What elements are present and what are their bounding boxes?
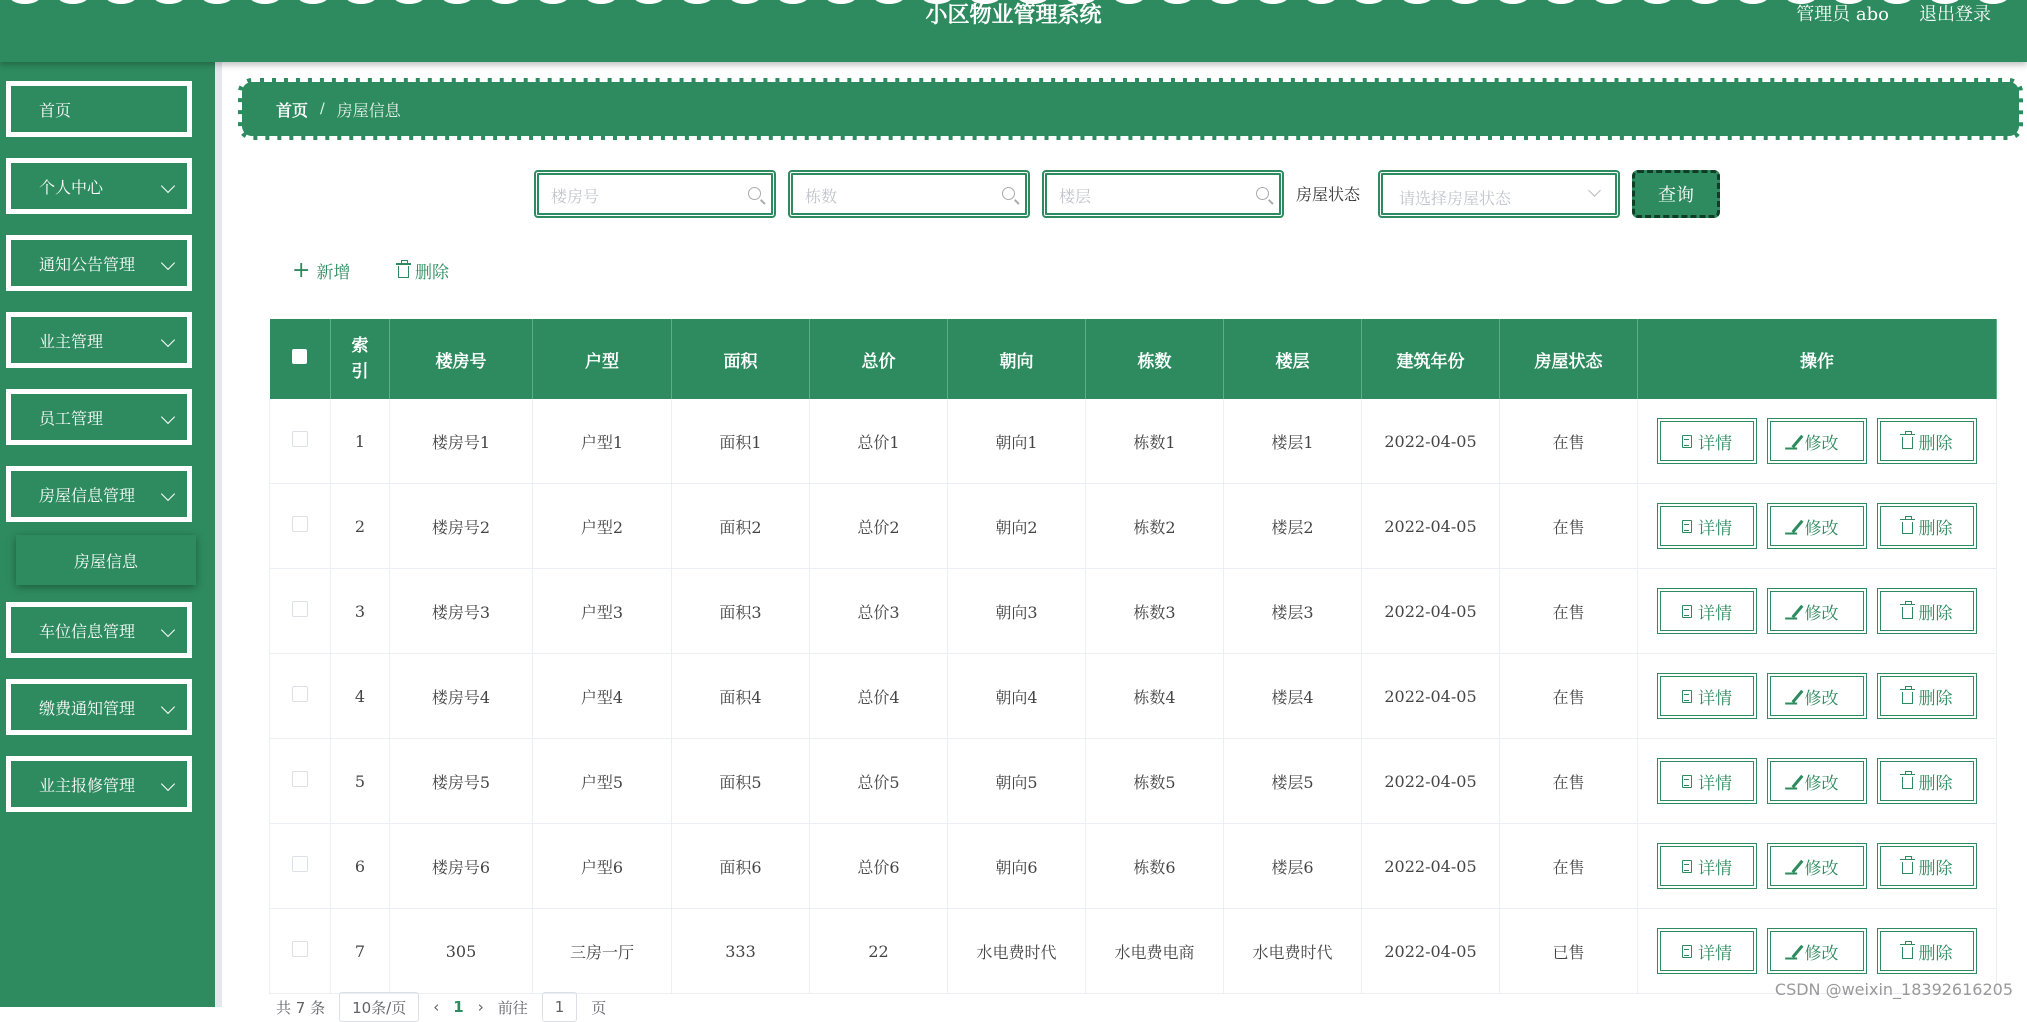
document-icon (1682, 860, 1692, 873)
detail-button[interactable] (1657, 843, 1757, 889)
delete-button-label: 删除 (1918, 858, 1953, 879)
edit-button[interactable] (1767, 673, 1867, 719)
table-cell: 2022-04-05 (1362, 909, 1500, 994)
chevron-down-icon (161, 487, 175, 501)
document-icon (1682, 435, 1692, 448)
document-icon (1682, 520, 1692, 533)
batch-delete-button[interactable] (398, 258, 449, 283)
delete-button-label: 删除 (1918, 773, 1953, 794)
detail-button-label: 详情 (1698, 943, 1732, 964)
row-checkbox[interactable] (292, 516, 308, 532)
table-cell: 面积6 (672, 824, 810, 909)
submenu-item-house-info[interactable]: 房屋信息 (16, 535, 196, 585)
table-cell: 2022-04-05 (1362, 654, 1500, 739)
table-cell: 在售 (1500, 484, 1638, 569)
edit-button-label: 修改 (1804, 433, 1839, 454)
table-cell: 楼房号3 (390, 569, 533, 654)
edit-button-label: 修改 (1804, 603, 1839, 624)
document-icon (1682, 775, 1692, 788)
edit-button[interactable] (1767, 588, 1867, 634)
detail-button-label: 详情 (1698, 773, 1732, 794)
table-row (270, 484, 1997, 569)
row-checkbox[interactable] (292, 431, 308, 447)
breadcrumb-current: 房屋信息 (336, 100, 401, 120)
delete-button[interactable] (1877, 418, 1977, 464)
trash-icon (1902, 437, 1913, 449)
table-cell: 朝向2 (948, 484, 1086, 569)
table-cell: 1 (331, 399, 390, 484)
table-cell: 楼房号1 (390, 399, 533, 484)
sidebar-item-2[interactable] (6, 235, 192, 291)
table-cell: 22 (810, 909, 948, 994)
room-number-input[interactable] (549, 181, 743, 211)
select-all-checkbox[interactable] (292, 349, 307, 364)
table-cell: 户型1 (533, 399, 672, 484)
table-cell: 总价3 (810, 569, 948, 654)
detail-button[interactable] (1657, 928, 1757, 974)
goto-suffix: 页 (591, 998, 607, 1017)
table-row (270, 654, 1997, 739)
table-cell: 水电费时代 (948, 909, 1086, 994)
table-cell: 户型2 (533, 484, 672, 569)
row-checkbox[interactable] (292, 686, 308, 702)
detail-button[interactable] (1657, 758, 1757, 804)
table-cell: 楼层2 (1224, 484, 1362, 569)
column-header: 户型 (533, 319, 672, 399)
table-row (270, 824, 1997, 909)
table-cell: 朝向1 (948, 399, 1086, 484)
operation-buttons (1639, 418, 1995, 464)
table-cell: 楼房号2 (390, 484, 533, 569)
edit-button-label: 修改 (1804, 943, 1839, 964)
edit-button-label: 修改 (1804, 688, 1839, 709)
edit-button[interactable] (1767, 843, 1867, 889)
row-operations (1638, 824, 1997, 909)
table-row (270, 909, 1997, 994)
pagination (276, 992, 606, 1022)
operation-buttons (1639, 503, 1995, 549)
prev-page-icon[interactable]: ‹ (433, 998, 440, 1016)
trash-icon (398, 266, 409, 278)
table-cell: 305 (390, 909, 533, 994)
edit-button-label: 修改 (1804, 518, 1839, 539)
column-header: 总价 (810, 319, 948, 399)
table-cell: 6 (331, 824, 390, 909)
edit-button[interactable] (1767, 418, 1867, 464)
table-cell: 总价6 (810, 824, 948, 909)
sidebar-item-5[interactable] (6, 466, 192, 522)
pencil-icon (1791, 944, 1803, 957)
sidebar-item-label: 首页 (39, 100, 72, 120)
chevron-down-icon (161, 777, 175, 791)
table-cell: 楼层1 (1224, 399, 1362, 484)
detail-button[interactable] (1657, 503, 1757, 549)
pencil-icon (1791, 434, 1803, 447)
pencil-icon (1791, 859, 1803, 872)
operation-buttons (1639, 588, 1995, 634)
sidebar-item-label: 车位信息管理 (39, 621, 136, 641)
table-cell: 楼层5 (1224, 739, 1362, 824)
row-checkbox[interactable] (292, 771, 308, 787)
sidebar-item-label: 业主管理 (39, 331, 104, 351)
table-cell: 栋数3 (1086, 569, 1224, 654)
column-header: 楼层 (1224, 319, 1362, 399)
row-select-cell (270, 569, 331, 654)
detail-button[interactable] (1657, 673, 1757, 719)
column-header: 房屋状态 (1500, 319, 1638, 399)
edit-button[interactable] (1767, 503, 1867, 549)
table-cell: 楼房号6 (390, 824, 533, 909)
table-cell: 2022-04-05 (1362, 484, 1500, 569)
table-cell: 楼层4 (1224, 654, 1362, 739)
trash-icon (1902, 522, 1913, 534)
pencil-icon (1791, 689, 1803, 702)
table-cell: 在售 (1500, 399, 1638, 484)
breadcrumb (238, 78, 2023, 140)
delete-button[interactable] (1877, 928, 1977, 974)
breadcrumb-home[interactable]: 首页 (276, 100, 309, 120)
row-operations (1638, 654, 1997, 739)
delete-button-label: 删除 (1918, 603, 1953, 624)
table-cell: 栋数4 (1086, 654, 1224, 739)
plus-icon: + (292, 257, 311, 283)
row-operations (1638, 569, 1997, 654)
table-cell: 水电费电商 (1086, 909, 1224, 994)
operation-buttons (1639, 928, 1995, 974)
row-select-cell (270, 654, 331, 739)
table-cell: 户型6 (533, 824, 672, 909)
house-status-placeholder: 请选择房屋状态 (1399, 189, 1512, 208)
table-cell: 2 (331, 484, 390, 569)
table-cell: 在售 (1500, 654, 1638, 739)
table-cell: 朝向6 (948, 824, 1086, 909)
table-cell: 面积4 (672, 654, 810, 739)
sidebar-item-3[interactable] (6, 312, 192, 368)
table-cell: 面积2 (672, 484, 810, 569)
goto-prefix: 前往 (497, 998, 528, 1017)
column-header: 朝向 (948, 319, 1086, 399)
column-header: 栋数 (1086, 319, 1224, 399)
chevron-down-icon (161, 179, 175, 193)
table-cell: 面积5 (672, 739, 810, 824)
sidebar-item-label: 通知公告管理 (39, 254, 136, 274)
table-row (270, 399, 1997, 484)
table-cell: 总价5 (810, 739, 948, 824)
trash-icon (1902, 777, 1913, 789)
query-button[interactable]: 查询 (1632, 170, 1720, 218)
row-operations (1638, 399, 1997, 484)
table-cell: 户型3 (533, 569, 672, 654)
delete-button[interactable] (1877, 843, 1977, 889)
table-cell: 2022-04-05 (1362, 824, 1500, 909)
add-button[interactable] (292, 258, 350, 283)
sidebar-item-label: 员工管理 (39, 408, 104, 428)
detail-button-label: 详情 (1698, 518, 1732, 539)
house-table (269, 319, 1997, 994)
chevron-down-icon (161, 623, 175, 637)
next-page-icon[interactable]: › (477, 998, 484, 1016)
edit-button-label: 修改 (1804, 773, 1839, 794)
search-icon (1256, 187, 1269, 200)
search-icon (1002, 187, 1015, 200)
app-title: 小区物业管理系统 (925, 2, 1102, 28)
row-operations (1638, 484, 1997, 569)
delete-button-label: 删除 (1918, 688, 1953, 709)
table-cell: 栋数1 (1086, 399, 1224, 484)
row-select-cell (270, 909, 331, 994)
table-row (270, 569, 1997, 654)
row-select-cell (270, 399, 331, 484)
detail-button-label: 详情 (1698, 858, 1732, 879)
table-cell: 栋数2 (1086, 484, 1224, 569)
logout-link[interactable]: 退出登录 (1919, 4, 1991, 25)
table-cell: 7 (331, 909, 390, 994)
table-cell: 面积1 (672, 399, 810, 484)
document-icon (1682, 945, 1692, 958)
table-cell: 户型5 (533, 739, 672, 824)
column-header: 面积 (672, 319, 810, 399)
column-header: 楼房号 (390, 319, 533, 399)
chevron-down-icon (161, 700, 175, 714)
current-user: 管理员 abo (1796, 4, 1889, 25)
detail-button[interactable] (1657, 418, 1757, 464)
table-cell: 4 (331, 654, 390, 739)
chevron-down-icon (161, 333, 175, 347)
sidebar-item-0[interactable] (6, 81, 192, 137)
delete-button[interactable] (1877, 673, 1977, 719)
page-number[interactable]: 1 (453, 998, 464, 1016)
sidebar-item-8[interactable] (6, 756, 192, 812)
row-checkbox[interactable] (292, 941, 308, 957)
table-cell: 总价1 (810, 399, 948, 484)
detail-button-label: 详情 (1698, 603, 1732, 624)
table-cell: 面积3 (672, 569, 810, 654)
table-cell: 水电费时代 (1224, 909, 1362, 994)
table-cell: 总价4 (810, 654, 948, 739)
row-select-cell (270, 739, 331, 824)
sidebar-item-7[interactable] (6, 679, 192, 735)
table-cell: 2022-04-05 (1362, 399, 1500, 484)
pencil-icon (1791, 519, 1803, 532)
table-cell: 已售 (1500, 909, 1638, 994)
chevron-down-icon (161, 256, 175, 270)
row-select-cell (270, 824, 331, 909)
sidebar-item-label: 缴费通知管理 (39, 698, 136, 718)
chevron-down-icon (161, 410, 175, 424)
trash-icon (1902, 862, 1913, 874)
select-all-cell (270, 319, 331, 399)
room-number-input-wrap (534, 170, 776, 218)
trash-icon (1902, 607, 1913, 619)
sidebar-item-label: 房屋信息管理 (39, 485, 136, 505)
table-cell: 333 (672, 909, 810, 994)
search-icon (748, 187, 761, 200)
chevron-down-icon (1588, 184, 1601, 197)
pencil-icon (1791, 774, 1803, 787)
row-checkbox[interactable] (292, 601, 308, 617)
operation-buttons (1639, 843, 1995, 889)
floor-input[interactable] (1057, 181, 1251, 211)
table-cell: 栋数5 (1086, 739, 1224, 824)
row-select-cell (270, 484, 331, 569)
top-bar (0, 0, 2027, 62)
table-cell: 3 (331, 569, 390, 654)
delete-button[interactable] (1877, 588, 1977, 634)
table-cell: 朝向5 (948, 739, 1086, 824)
sidebar-item-6[interactable] (6, 602, 192, 658)
floor-input-wrap (1042, 170, 1284, 218)
pencil-icon (1791, 604, 1803, 617)
add-button-label: 新增 (316, 263, 351, 283)
edit-button[interactable] (1767, 758, 1867, 804)
table-cell: 总价2 (810, 484, 948, 569)
table-cell: 在售 (1500, 739, 1638, 824)
watermark: CSDN @weixin_18392616205 (1774, 980, 2013, 999)
column-header: 建筑年份 (1362, 319, 1500, 399)
table-cell: 朝向4 (948, 654, 1086, 739)
batch-delete-label: 删除 (415, 263, 449, 283)
table-cell: 在售 (1500, 824, 1638, 909)
house-status-select[interactable] (1378, 170, 1620, 218)
table-cell: 楼层6 (1224, 824, 1362, 909)
detail-button[interactable] (1657, 588, 1757, 634)
sidebar-divider (215, 62, 222, 1007)
column-header: 操作 (1638, 319, 1997, 399)
table-cell: 楼房号5 (390, 739, 533, 824)
table-cell: 楼房号4 (390, 654, 533, 739)
edit-button[interactable] (1767, 928, 1867, 974)
user-area (1796, 2, 1991, 28)
table-cell: 5 (331, 739, 390, 824)
table-row (270, 739, 1997, 824)
delete-button[interactable] (1877, 503, 1977, 549)
delete-button-label: 删除 (1918, 943, 1953, 964)
document-icon (1682, 605, 1692, 618)
sidebar-item-4[interactable] (6, 389, 192, 445)
table-cell: 朝向3 (948, 569, 1086, 654)
pagination-total: 共 7 条 (276, 998, 326, 1017)
table-cell: 户型4 (533, 654, 672, 739)
breadcrumb-separator: / (320, 101, 325, 117)
table-cell: 2022-04-05 (1362, 569, 1500, 654)
column-header: 索引 (331, 319, 390, 399)
operation-buttons (1639, 673, 1995, 719)
table-cell: 2022-04-05 (1362, 739, 1500, 824)
goto-page-input[interactable]: 1 (542, 992, 578, 1022)
trash-icon (1902, 947, 1913, 959)
table-cell: 栋数6 (1086, 824, 1224, 909)
house-status-label: 房屋状态 (1296, 185, 1361, 204)
trash-icon (1902, 692, 1913, 704)
row-operations (1638, 739, 1997, 824)
sidebar-item-label: 业主报修管理 (39, 775, 136, 795)
sidebar-item-1[interactable] (6, 158, 192, 214)
delete-button-label: 删除 (1918, 433, 1953, 454)
table-cell: 楼层3 (1224, 569, 1362, 654)
row-checkbox[interactable] (292, 856, 308, 872)
table-cell: 三房一厅 (533, 909, 672, 994)
building-input-wrap (788, 170, 1030, 218)
edit-button-label: 修改 (1804, 858, 1839, 879)
table-header-row (270, 319, 1997, 399)
detail-button-label: 详情 (1698, 433, 1732, 454)
detail-button-label: 详情 (1698, 688, 1732, 709)
table-body (270, 399, 1997, 994)
building-input[interactable] (803, 181, 997, 211)
sidebar-item-label: 个人中心 (39, 177, 104, 197)
delete-button[interactable] (1877, 758, 1977, 804)
document-icon (1682, 690, 1692, 703)
table-cell: 在售 (1500, 569, 1638, 654)
delete-button-label: 删除 (1918, 518, 1953, 539)
page-size-select[interactable]: 10条/页 (339, 992, 419, 1022)
operation-buttons (1639, 758, 1995, 804)
